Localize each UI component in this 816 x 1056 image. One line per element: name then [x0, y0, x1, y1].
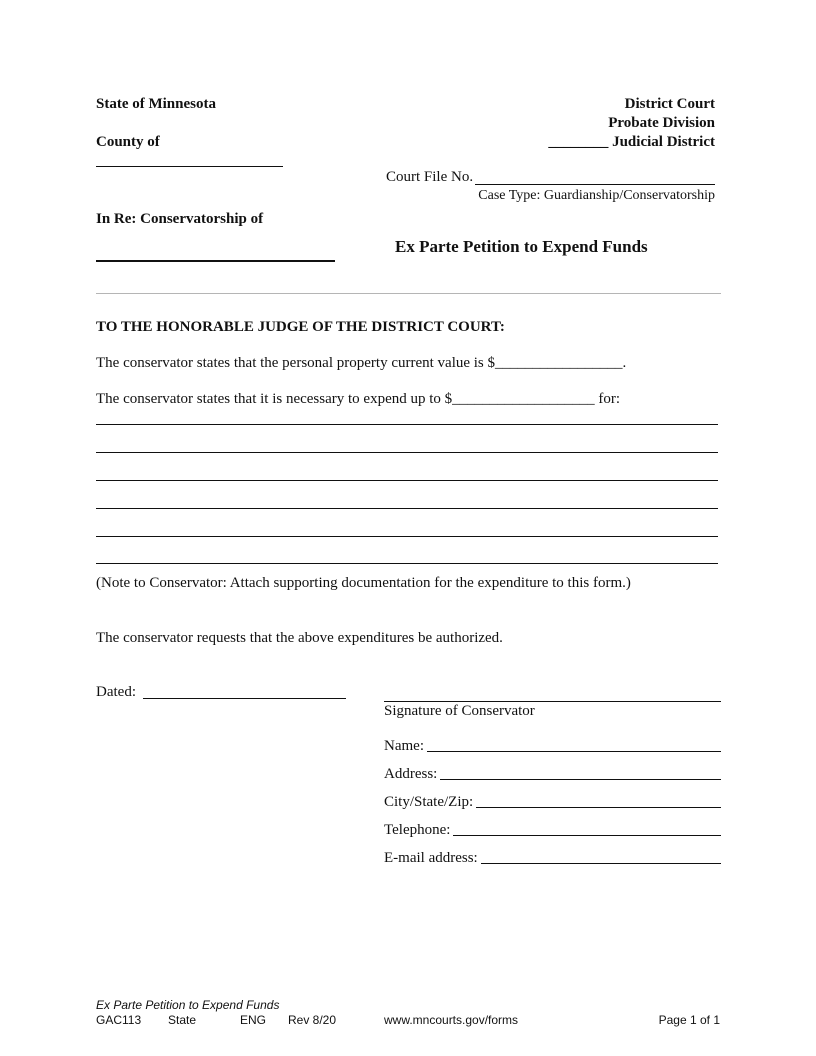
expend-text: The conservator states that it is necessary to expend up to $	[96, 391, 453, 407]
district-blank[interactable]: ________	[548, 134, 609, 150]
authorization-request: The conservator requests that the above expenditures be authorized.	[96, 630, 503, 646]
purpose-line[interactable]	[96, 536, 718, 537]
address-label: Address:	[384, 766, 438, 782]
expend-for-label: for:	[598, 391, 621, 407]
footer-revision: Rev 8/20	[288, 1013, 337, 1027]
dated-label: Dated:	[96, 684, 136, 700]
purpose-line[interactable]	[96, 452, 718, 453]
county-input-line[interactable]	[96, 166, 283, 167]
addressee-heading: TO THE HONORABLE JUDGE OF THE DISTRICT COURT:	[96, 319, 505, 335]
city-state-zip-label: City/State/Zip:	[384, 794, 474, 810]
city-state-zip-field	[384, 794, 721, 811]
purpose-line[interactable]	[96, 508, 718, 509]
district-label: Judicial District	[612, 134, 715, 150]
address-input-line[interactable]	[440, 779, 721, 780]
footer-language: ENG	[240, 1013, 267, 1027]
signature-line[interactable]	[384, 701, 721, 702]
property-value-text: The conservator states that the personal property current value is $	[96, 355, 496, 371]
email-field	[384, 850, 721, 867]
name-input-line[interactable]	[427, 751, 721, 752]
email-label: E-mail address:	[384, 850, 478, 866]
expend-amount-blank[interactable]: ___________________	[452, 391, 595, 407]
county-label: County of	[96, 134, 160, 150]
property-value-blank[interactable]: _________________.	[495, 355, 627, 371]
expend-statement	[96, 391, 620, 408]
footer-website[interactable]: www.mncourts.gov/forms	[384, 1013, 519, 1027]
footer-page-number: Page 1 of 1	[658, 1013, 720, 1027]
judicial-district	[548, 134, 715, 151]
telephone-label: Telephone:	[384, 822, 451, 838]
section-divider	[96, 293, 721, 294]
footer-form-code: GAC113	[96, 1013, 142, 1027]
city-state-zip-input-line[interactable]	[476, 807, 721, 808]
state-heading: State of Minnesota	[96, 96, 216, 112]
conservator-note: (Note to Conservator: Attach supporting documentation for the expenditure to this form.)	[96, 575, 631, 591]
case-type: Case Type: Guardianship/Conservatorship	[478, 188, 715, 203]
court-name: District Court	[624, 96, 715, 112]
in-re-label: In Re: Conservatorship of	[96, 211, 264, 227]
name-label: Name:	[384, 738, 424, 754]
telephone-field	[384, 822, 721, 839]
date-input-line[interactable]	[143, 698, 346, 699]
telephone-input-line[interactable]	[453, 835, 721, 836]
form-title: Ex Parte Petition to Expend Funds	[395, 237, 648, 256]
email-input-line[interactable]	[481, 863, 721, 864]
purpose-line[interactable]	[96, 480, 718, 481]
address-field	[384, 766, 721, 783]
footer-form-name: Ex Parte Petition to Expend Funds	[96, 998, 280, 1012]
purpose-line[interactable]	[96, 424, 718, 425]
property-value-statement	[96, 355, 626, 372]
court-file-label: Court File No.	[386, 169, 474, 185]
court-file-input-line[interactable]	[475, 184, 715, 185]
name-field	[384, 738, 721, 755]
signature-caption: Signature of Conservator	[384, 703, 535, 719]
division-name: Probate Division	[608, 115, 715, 131]
purpose-line[interactable]	[96, 563, 718, 564]
conservatee-name-line[interactable]	[96, 260, 335, 262]
footer-jurisdiction: State	[168, 1013, 197, 1027]
